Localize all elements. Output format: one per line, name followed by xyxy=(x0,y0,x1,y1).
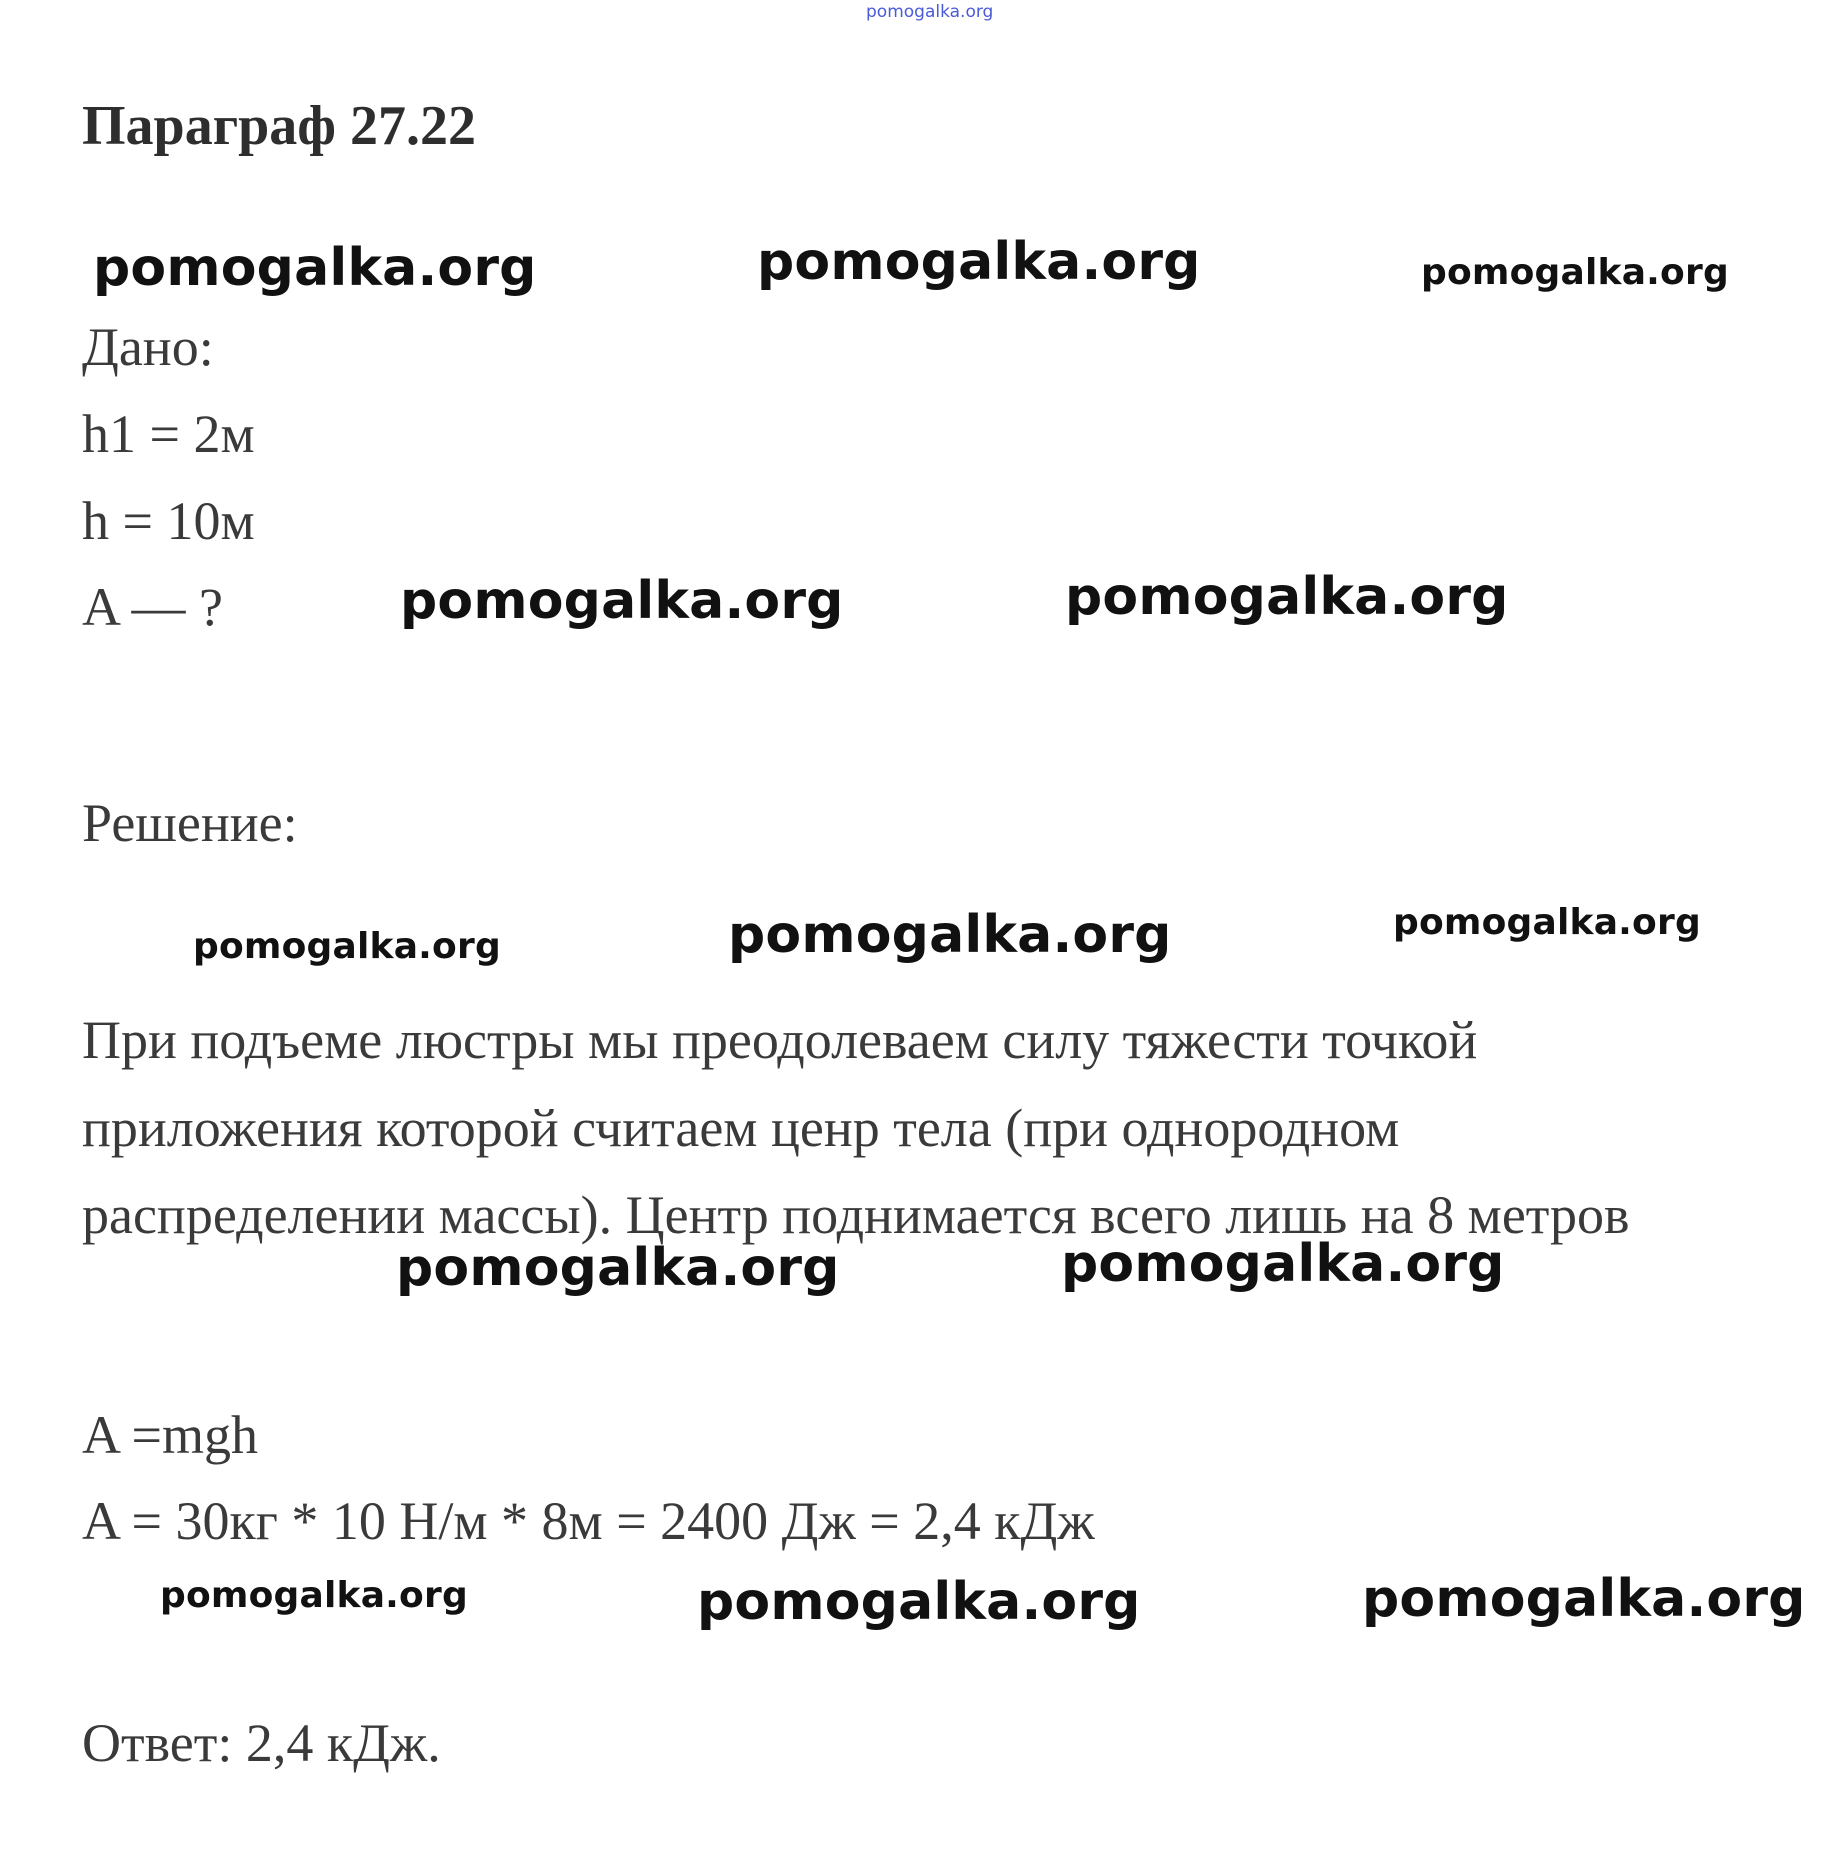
watermark: pomogalka.org xyxy=(1065,567,1509,627)
formula-line: A =mgh xyxy=(82,1405,258,1465)
page-title: Параграф 27.22 xyxy=(82,95,477,157)
watermark: pomogalka.org xyxy=(1421,252,1729,293)
watermark: pomogalka.org xyxy=(1061,1234,1505,1294)
watermark: pomogalka.org xyxy=(697,1572,1141,1632)
solution-label: Решение: xyxy=(82,793,298,853)
solution-text-line: приложения которой считаем ценр тела (при однородном xyxy=(82,1098,1400,1158)
solution-text-line: При подъеме люстры мы преодолеваем силу тяжести точкой xyxy=(82,1010,1478,1070)
watermark: pomogalka.org xyxy=(1362,1569,1806,1629)
given-line: h1 = 2м xyxy=(82,404,255,464)
answer-line: Ответ: 2,4 кДж. xyxy=(82,1713,441,1773)
watermark: pomogalka.org xyxy=(728,905,1172,965)
formula-line: A = 30кг * 10 Н/м * 8м = 2400 Дж = 2,4 кДж xyxy=(82,1491,1095,1551)
given-label: Дано: xyxy=(82,317,214,377)
solution-text-line: распределении массы). Центр поднимается всего лишь на 8 метров xyxy=(82,1185,1630,1245)
given-line: h = 10м xyxy=(82,491,255,551)
watermark: pomogalka.org xyxy=(193,926,501,967)
watermark: pomogalka.org xyxy=(396,1238,840,1298)
watermark: pomogalka.org xyxy=(93,238,537,298)
watermark: pomogalka.org xyxy=(400,571,844,631)
watermark-top: pomogalka.org xyxy=(866,2,994,22)
watermark: pomogalka.org xyxy=(1393,902,1701,943)
watermark: pomogalka.org xyxy=(160,1575,468,1616)
given-line: A — ? xyxy=(82,577,223,637)
watermark: pomogalka.org xyxy=(757,232,1201,292)
